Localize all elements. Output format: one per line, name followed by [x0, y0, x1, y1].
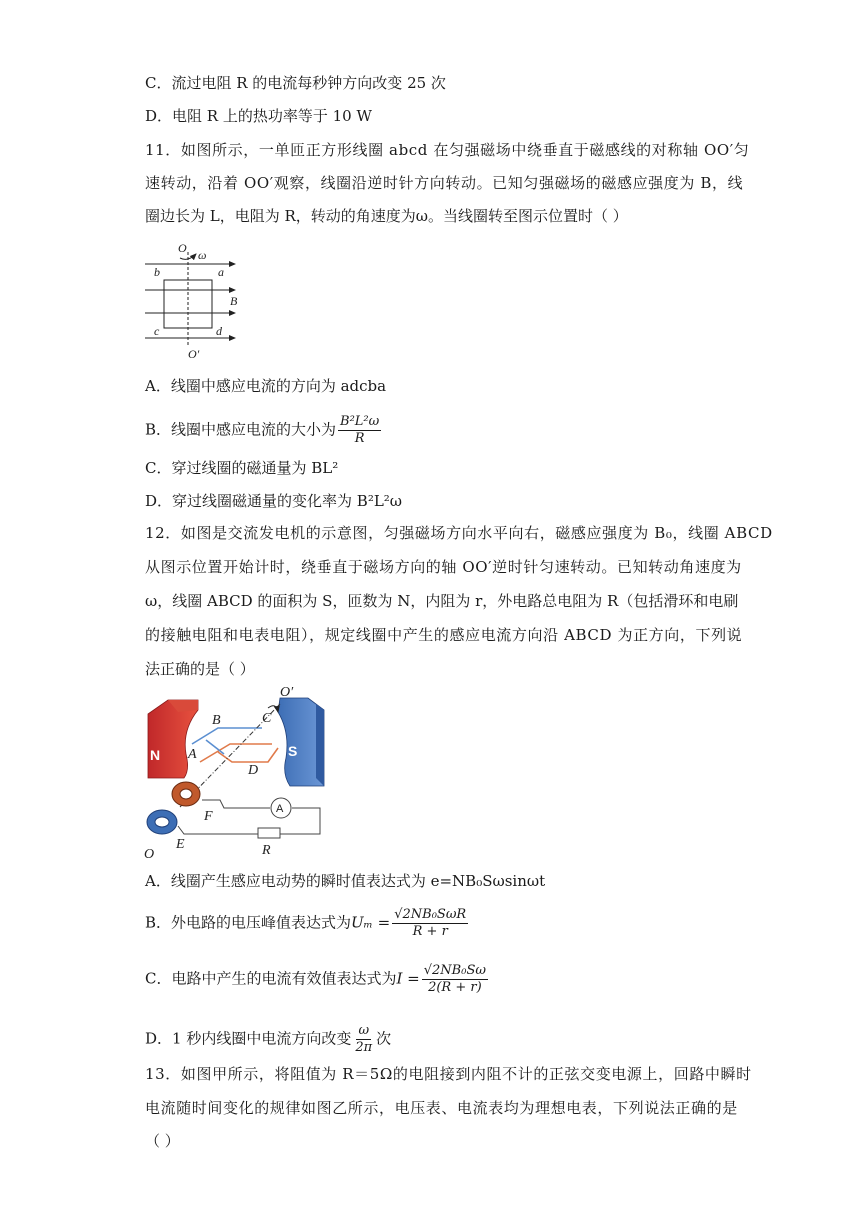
q12c-lhs: I = — [396, 969, 420, 988]
label-n: N — [150, 747, 161, 763]
label-b: B — [212, 713, 221, 728]
q11b-fraction — [338, 414, 381, 447]
south-magnet — [278, 698, 324, 786]
q11-option-b — [145, 414, 383, 447]
q13-stem-line2: 电流随时间变化的规律如图乙所示，电压表、电流表均为理想电表，下列说法正确的是 — [145, 1099, 738, 1117]
q12b-numerator: √2NB₀SωR — [394, 907, 467, 922]
q12d-suffix: 次 — [376, 1029, 392, 1048]
label-r: R — [262, 843, 271, 858]
north-magnet — [148, 700, 198, 778]
q12-stem-line2: 从图示位置开始计时，绕垂直于磁场方向的轴 OO′逆时针匀速转动。已知转动角速度为 — [145, 558, 742, 576]
q12-stem-line4: 的接触电阻和电表电阻），规定线圈中产生的感应电流方向沿 ABCD 为正方向，下列说 — [145, 626, 743, 644]
q13-stem-line1: 13．如图甲所示，将阻值为 R＝5Ω的电阻接到内阻不计的正弦交变电源上，回路中瞬时 — [145, 1065, 752, 1083]
label-d: d — [216, 324, 222, 338]
q12c-text: C．电路中产生的电流有效值表达式为 — [145, 969, 397, 988]
q12d-text: D．1 秒内线圈中电流方向改变 — [145, 1029, 352, 1048]
q11-option-c: C．穿过线圈的磁通量为 BL² — [145, 459, 339, 477]
q12-option-b — [145, 907, 470, 940]
label-oprime: O′ — [280, 685, 294, 700]
label-d: D — [248, 763, 259, 778]
q11-option-d: D．穿过线圈磁通量的变化率为 B²L²ω — [145, 492, 403, 510]
q10-option-c: C．流过电阻 R 的电流每秒钟方向改变 25 次 — [145, 74, 446, 92]
label-o: O — [144, 847, 155, 862]
q12-stem-line3: ω，线圈 ABCD 的面积为 S，匝数为 N，内阻为 r，外电路总电阻为 R（包括滑环和电刷 — [145, 592, 739, 610]
q12-stem-line1: 12．如图是交流发电机的示意图，匀强磁场方向水平向右，磁感应强度为 B₀，线圈 ABCD — [145, 524, 773, 542]
label-omega: ω — [198, 248, 207, 262]
label-s: S — [288, 743, 298, 759]
q11-stem-line3: 圈边长为 L，电阻为 R，转动的角速度为ω。当线圈转至图示位置时（ ） — [145, 207, 628, 225]
label-e: E — [176, 837, 185, 852]
ammeter-label: A — [276, 803, 284, 815]
label-field-b: B — [230, 294, 238, 308]
label-o: O — [178, 241, 187, 255]
q12b-fraction — [392, 907, 468, 940]
q12d-denominator: 2π — [355, 1040, 373, 1055]
q12-stem-line5: 法正确的是（ ） — [145, 660, 255, 678]
q12-generator-figure — [140, 682, 340, 862]
label-a: a — [218, 265, 224, 279]
q12b-text: B．外电路的电压峰值表达式为 — [145, 913, 352, 932]
q10-option-d: D．电阻 R 上的热功率等于 10 W — [145, 107, 372, 125]
slip-ring-e — [147, 810, 177, 834]
label-oprime: O′ — [188, 347, 200, 361]
coil-abcd — [192, 728, 278, 762]
label-c: c — [154, 324, 160, 338]
q12c-numerator: √2NB₀Sω — [423, 963, 486, 978]
label-f: F — [204, 809, 213, 824]
q11b-denominator: R — [354, 431, 365, 446]
q11-option-a: A．线圈中感应电流的方向为 adcba — [145, 377, 387, 395]
q11-coil-figure — [140, 238, 250, 363]
q12-option-a: A．线圈产生感应电动势的瞬时值表达式为 e=NB₀Sωsinωt — [145, 872, 546, 890]
q11-stem-line1: 11．如图所示，一单匝正方形线圈 abcd 在匀强磁场中绕垂直于磁感线的对称轴 OO′匀 — [145, 141, 750, 159]
q12b-lhs: Uₘ = — [351, 913, 391, 932]
q13-stem-line3: （ ） — [145, 1132, 180, 1150]
label-a: A — [188, 747, 197, 762]
q12b-denominator: R + r — [412, 924, 448, 939]
slip-ring-f — [172, 782, 200, 806]
q12c-denominator: 2(R + r) — [428, 980, 482, 995]
label-b: b — [154, 265, 160, 279]
q11b-text: B．线圈中感应电流的大小为 — [145, 420, 337, 439]
label-c: C — [262, 711, 272, 726]
q12d-numerator: ω — [358, 1023, 370, 1038]
q12d-fraction — [353, 1023, 374, 1056]
q12c-fraction — [422, 963, 488, 996]
q11b-numerator: B²L²ω — [340, 414, 380, 429]
external-circuit — [178, 800, 320, 838]
q12-option-d — [145, 1023, 391, 1056]
q11-stem-line2: 速转动，沿着 OO′观察，线圈沿逆时针方向转动。已知匀强磁场的磁感应强度为 B，线 — [145, 174, 744, 192]
q12-option-c — [145, 963, 490, 996]
